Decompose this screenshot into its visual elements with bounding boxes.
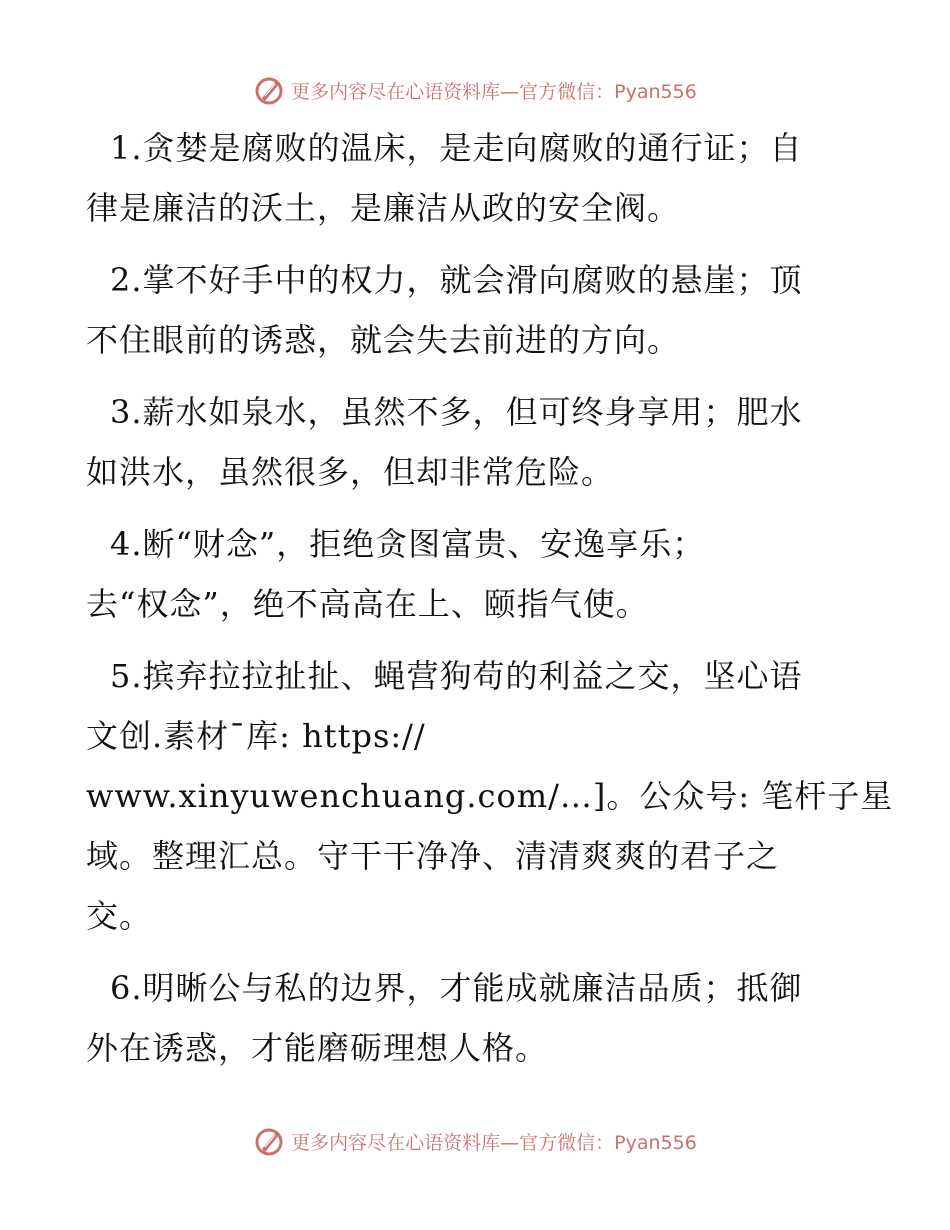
paragraph-line: 3.薪水如泉水，虽然不多，但可终身享用；肥水: [110, 393, 803, 431]
paragraph-line: 如洪水，虽然很多，但却非常危险。: [86, 453, 615, 491]
paragraph-6: [86, 958, 858, 1078]
paragraph-2: [86, 250, 858, 370]
paragraph-line: www.xinyuwenchuang.com/…]。公众号: 笔杆子星: [86, 777, 894, 815]
paragraph-line: 外在诱惑，才能磨砺理想人格。: [86, 1029, 549, 1067]
paragraph-4: [86, 514, 858, 634]
quill-pen-logo-icon: [253, 74, 285, 106]
paragraph-5: [86, 646, 894, 946]
paragraph-3: [86, 382, 858, 502]
paragraph-line: 文创.素材¯库: https://: [86, 717, 426, 755]
header-banner-text: 更多内容尽在心语资料库—官方微信：Pyan556: [291, 80, 697, 103]
paragraph-line: 域。整理汇总。守干干净净、清清爽爽的君子之: [86, 837, 780, 875]
paragraph-line: 不住眼前的诱惑，就会失去前进的方向。: [86, 321, 681, 359]
paragraph-line: 2.掌不好手中的权力，就会滑向腐败的悬崖；顶: [110, 261, 803, 299]
footer-banner-text: 更多内容尽在心语资料库—官方微信：Pyan556: [291, 1131, 697, 1154]
header-banner: [0, 70, 950, 110]
paragraph-line: 律是廉洁的沃土，是廉洁从政的安全阀。: [86, 189, 681, 227]
paragraph-line: 4.断“财念”，拒绝贪图富贵、安逸享乐；: [110, 525, 706, 563]
paragraph-line: 5.摈弃拉拉扯扯、蝇营狗苟的利益之交，坚心语: [110, 657, 803, 695]
document-body: [86, 118, 894, 1090]
footer-banner: [0, 1121, 950, 1161]
paragraph-1: [86, 118, 858, 238]
quill-pen-logo-icon: [253, 1125, 285, 1157]
paragraph-line: 交。: [86, 897, 153, 935]
paragraph-line: 去“权念”，绝不高高在上、颐指气使。: [86, 585, 649, 623]
paragraph-line: 6.明晰公与私的边界，才能成就廉洁品质；抵御: [110, 969, 803, 1007]
paragraph-line: 1.贪婪是腐败的温床，是走向腐败的通行证；自: [110, 129, 803, 167]
